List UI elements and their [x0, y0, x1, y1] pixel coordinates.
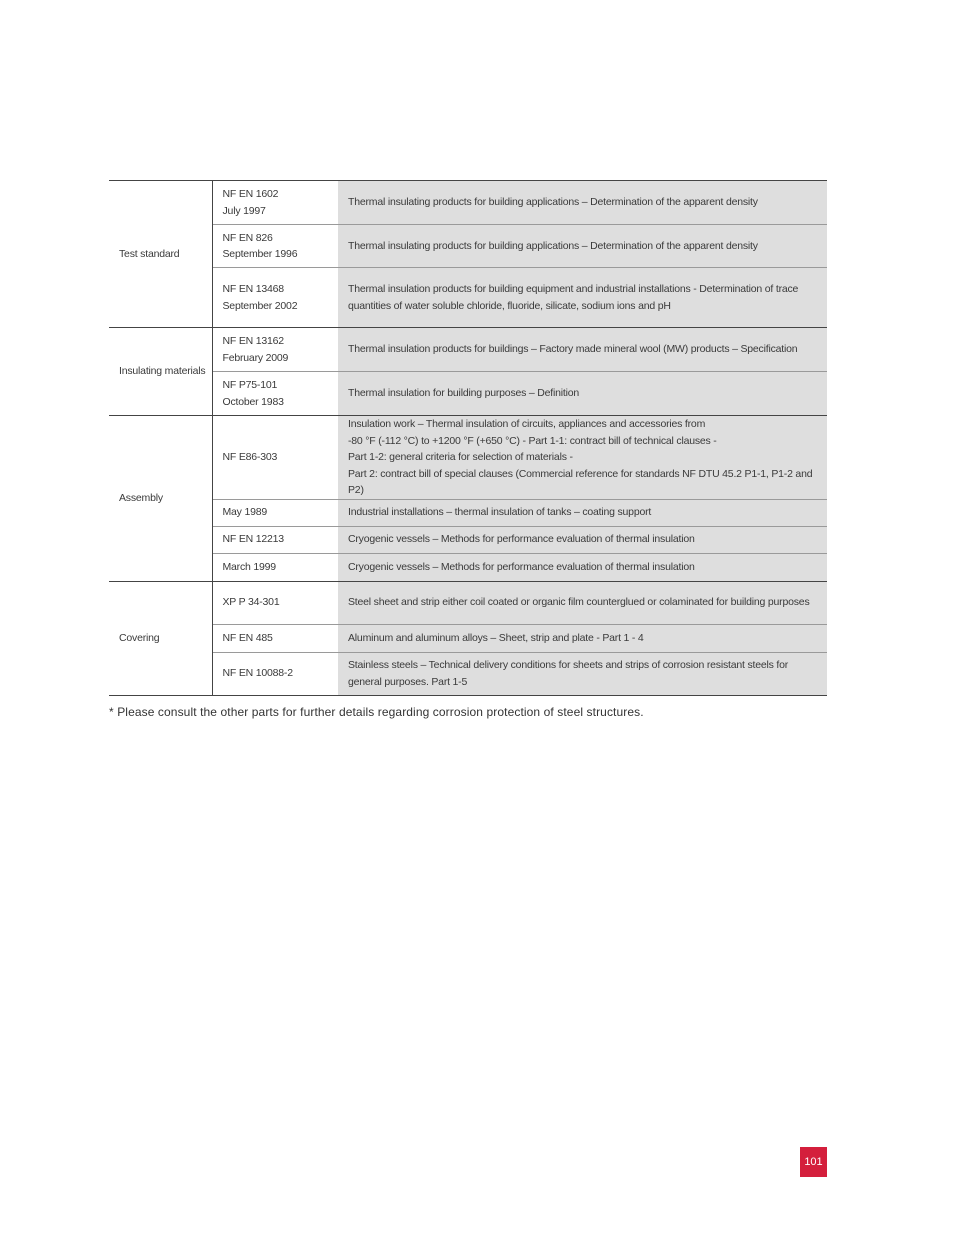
page-number: 101 [800, 1147, 827, 1177]
standard-date: September 2002 [222, 299, 298, 312]
reference-cell: May 1989 [222, 506, 268, 519]
standard-date: February 2009 [222, 351, 289, 364]
table-row [109, 553, 827, 581]
description-line: Part 2: contract bill of special clauses (Commercial reference for standards NF DTU 45.2 P1-1, P1-2 and P2) [348, 467, 813, 496]
reference-cell: NF EN 10088-2 [222, 667, 293, 680]
table-row [109, 225, 827, 268]
standard-ref: NF EN 13162 [222, 335, 284, 347]
reference-cell: NF E86-303 [222, 451, 278, 463]
category-cell: Insulating materials [109, 328, 212, 416]
table-row [109, 652, 827, 695]
standards-table [109, 180, 827, 696]
reference-cell: XP P 34-301 [222, 596, 280, 609]
table-row [109, 181, 827, 225]
standard-ref: NF P75-101 [222, 379, 278, 391]
reference-cell: March 1999 [222, 560, 276, 573]
description-cell: Stainless steels – Technical delivery conditions for sheets and strips of corrosion resistant steels for general purposes. Part 1-5 [338, 652, 827, 695]
table-row [109, 372, 827, 416]
description-cell: Cryogenic vessels – Methods for performance evaluation of thermal insulation [338, 526, 827, 553]
reference-cell [212, 372, 338, 416]
table-row [109, 581, 827, 624]
standard-date: September 1996 [222, 248, 298, 260]
description-cell: Thermal insulation products for buildings – Factory made mineral wool (MW) products – Specification [338, 328, 827, 372]
category-cell: Test standard [109, 181, 212, 328]
reference-cell: NF EN 12213 [222, 533, 284, 546]
table-row [109, 416, 827, 500]
description-cell: Thermal insulation products for building equipment and industrial installations - Determination of trace quantities of water soluble chloride, fluoride, silicate, sodium ions and pH [338, 268, 827, 328]
table-row [109, 328, 827, 372]
description-cell: Steel sheet and strip either coil coated or organic film counterglued or colaminated for building purposes [338, 581, 827, 624]
category-cell: Assembly [109, 416, 212, 582]
table-row [109, 526, 827, 553]
standard-date: October 1983 [222, 395, 284, 408]
description-cell: Aluminum and aluminum alloys – Sheet, strip and plate - Part 1 - 4 [338, 624, 827, 652]
description-cell: Thermal insulating products for building applications – Determination of the apparent density [338, 225, 827, 268]
description-line: Part 1-2: general criteria for selection of materials - [348, 451, 573, 463]
reference-cell [212, 181, 338, 225]
description-cell [338, 416, 827, 500]
table-row [109, 268, 827, 328]
footnote: * Please consult the other parts for further details regarding corrosion protection of steel structures. [109, 705, 644, 719]
standard-ref: NF EN 1602 [222, 188, 279, 200]
description-cell: Thermal insulating products for building applications – Determination of the apparent density [338, 181, 827, 225]
standard-ref: NF EN 13468 [222, 283, 284, 295]
description-line: -80 °F (-112 °C) to +1200 °F (+650 °C) - Part 1-1: contract bill of technical clauses - [348, 434, 717, 447]
standard-ref: NF EN 826 [222, 231, 273, 244]
reference-cell [212, 268, 338, 328]
description-cell: Cryogenic vessels – Methods for performance evaluation of thermal insulation [338, 553, 827, 581]
category-cell: Covering [109, 581, 212, 695]
reference-cell [212, 328, 338, 372]
description-line: Insulation work – Thermal insulation of circuits, appliances and accessories from [348, 418, 706, 430]
table-row [109, 499, 827, 526]
reference-cell [212, 225, 338, 268]
standard-date: July 1997 [222, 204, 266, 217]
description-cell: Industrial installations – thermal insulation of tanks – coating support [338, 499, 827, 526]
reference-cell: NF EN 485 [222, 631, 273, 644]
description-cell: Thermal insulation for building purposes – Definition [338, 372, 827, 416]
table-row [109, 624, 827, 652]
